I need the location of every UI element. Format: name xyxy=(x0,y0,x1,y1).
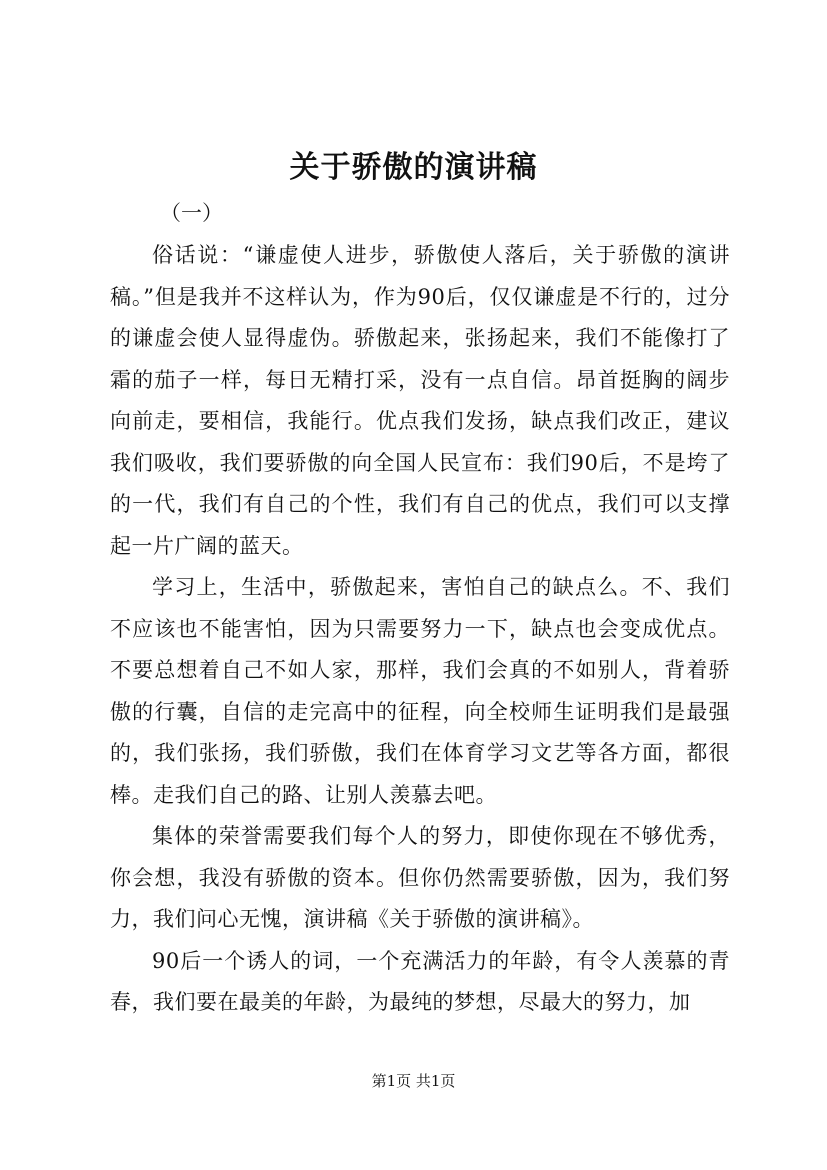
section-number: （一） xyxy=(160,201,223,225)
paragraph-1: 俗话说：“谦虚使人进步，骄傲使人落后，关于骄傲的演讲稿。”但是我并不这样认为，作为90后，仅仅谦虚是不行的，过分的谦虚会使人显得虚伪。骄傲起来，张扬起来，我们不能像打了霜的茄子一样，每日无精打采，没有一点自信。昂首挺胸的阔步向前走，要相信，我能行。优点我们发扬，缺点我们改正，建议我们吸收，我们要骄傲的向全国人民宣布：我们90后，不是垮了的一代，我们有自己的个性，我们有自己的优点，我们可以支撑起一片广阔的蓝天。 xyxy=(110,243,730,558)
document-body xyxy=(110,235,730,1024)
paragraph-2: 学习上，生活中，骄傲起来，害怕自己的缺点么。不、我们不应该也不能害怕，因为只需要努力一下，缺点也会变成优点。不要总想着自己不如人家，那样，我们会真的不如别人，背着骄傲的行囊，自信的走完高中的征程，向全校师生证明我们是最强的，我们张扬，我们骄傲，我们在体育学习文艺等各方面，都很棒。走我们自己的路、让别人羡慕去吧。 xyxy=(110,575,730,807)
document-title: 关于骄傲的演讲稿 xyxy=(289,150,538,185)
paragraph-4: 90后一个诱人的词，一个充满活力的年龄，有令人羡慕的青春，我们要在最美的年龄，为最纯的梦想，尽最大的努力，加 xyxy=(110,948,730,1014)
page-footer: 第1页 共1页 xyxy=(371,1072,456,1090)
paragraph-3: 集体的荣誉需要我们每个人的努力，即使你现在不够优秀，你会想，我没有骄傲的资本。但你仍然需要骄傲，因为，我们努力，我们问心无愧，演讲稿《关于骄傲的演讲稿》。 xyxy=(110,824,730,931)
